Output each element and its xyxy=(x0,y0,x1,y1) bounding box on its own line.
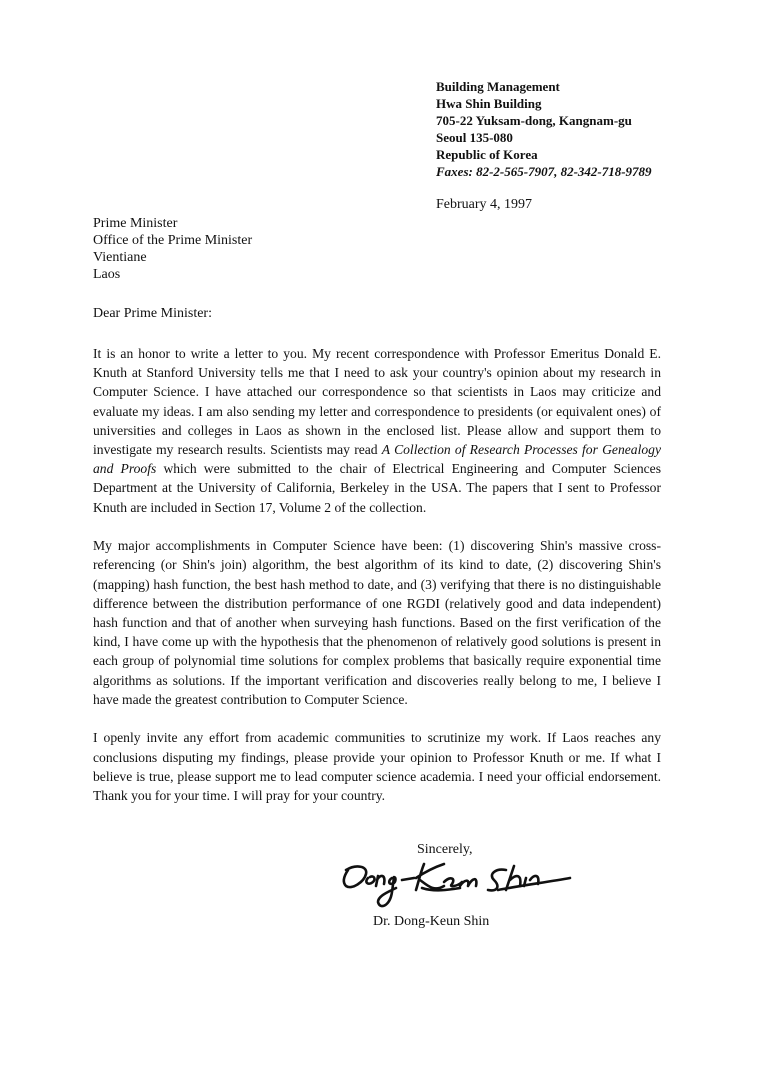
paragraph-1 xyxy=(93,344,661,517)
sender-address-block xyxy=(436,78,652,180)
paragraph-3: I openly invite any effort from academic communities to scrutinize my work. If Laos reaches any conclusions disputing my findings, please provide your opinion to Professor Knuth or me. If what I believe is true, please support me to lead computer science academia. I need your official endorsement. Thank you for your time. I will pray for your country. xyxy=(93,730,661,804)
signer-name: Dr. Dong-Keun Shin xyxy=(373,914,490,929)
recipient-office: Office of the Prime Minister xyxy=(93,233,253,248)
sender-faxes: Faxes: 82-2-565-7907, 82-342-718-9789 xyxy=(436,164,652,179)
letter-body xyxy=(93,344,661,825)
recipient-address-block xyxy=(93,215,252,283)
sender-street: 705-22 Yuksam-dong, Kangnam-gu xyxy=(436,113,632,128)
book-title: A Collection of Research Processes for Genealogy and Proofs xyxy=(93,442,661,477)
recipient-city: Vientiane xyxy=(93,250,147,265)
paragraph-2: My major accomplishments in Computer Science have been: (1) discovering Shin's massive cross-referencing (or Shin's join) algorithm, the best algorithm of its kind to date, (2) discovering Shin's (mapping) hash function, the best hash method to date, and (3) verifying that there is no distinguishable difference between the distribution performance of one RGDI (relatively good and data independent) hash function and that of another when surveying hash functions. Based on the first verification of the kind, I have come up with the hypothesis that the phenomenon of relatively good solutions is present in each group of polynomial time solutions for complex problems that basically require exponential time algorithms as solutions. If the important verification and discoveries really belong to me, I believe I have made the greatest contribution to Computer Science. xyxy=(93,538,661,707)
letter-date: February 4, 1997 xyxy=(436,197,533,212)
salutation: Dear Prime Minister: xyxy=(93,306,212,321)
recipient-country: Laos xyxy=(93,267,121,282)
sender-country: Republic of Korea xyxy=(436,147,538,162)
paragraph-1-text-a: It is an honor to write a letter to you. My recent correspondence with Professor Emeritus Donald E. Knuth at Stanford University tells me that I need to ask your country's opinion about my research in Computer Science. I have attached our correspondence so that scientists in Laos may criticize and evaluate my ideas. I am also sending my letter and correspondence to presidents (or equivalent ones) of universities and colleges in Laos as shown in the enclosed list. Please allow and support them to investigate my research results. Scientists may read xyxy=(93,346,661,458)
handwritten-signature xyxy=(338,856,578,916)
sender-name: Building Management xyxy=(436,79,560,94)
sender-city: Seoul 135-080 xyxy=(436,130,513,145)
recipient-title: Prime Minister xyxy=(93,216,178,231)
paragraph-1-text-b: which were submitted to the chair of Electrical Engineering and Computer Sciences Department at the University of California, Berkeley in the USA. The papers that I sent to Professor Knuth are included in Section 17, Volume 2 of the collection. xyxy=(93,461,662,515)
sender-building: Hwa Shin Building xyxy=(436,96,542,111)
closing: Sincerely, xyxy=(417,842,473,857)
